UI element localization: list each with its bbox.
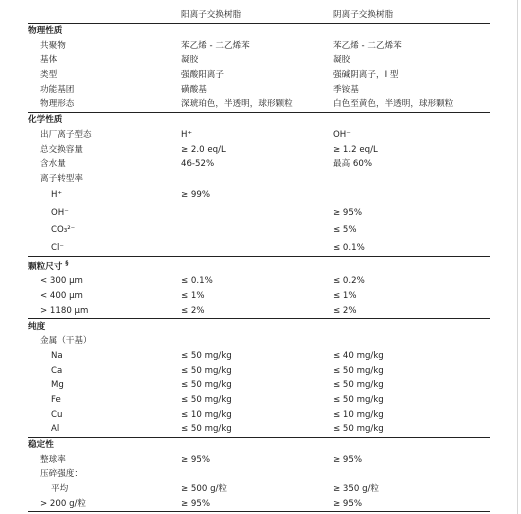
- cation-value: ≤ 1%: [181, 291, 205, 302]
- anion-value: ≥ 95%: [333, 454, 363, 465]
- cation-value: [181, 172, 333, 187]
- row-label: 平均: [51, 484, 69, 495]
- anion-value: ≤ 50 mg/kg: [333, 365, 384, 376]
- section-stability: [28, 437, 490, 452]
- table-row: [28, 363, 490, 378]
- cation-value: ≥ 95%: [181, 454, 211, 465]
- anion-value: [333, 467, 490, 482]
- row-label: 基体: [40, 55, 58, 66]
- row-label: CO₃²⁻: [51, 225, 76, 235]
- cation-value: H⁺: [181, 129, 192, 140]
- row-label: > 1180 µm: [40, 305, 89, 316]
- anion-value: ≤ 5%: [333, 225, 357, 235]
- row-label: > 200 g/粒: [28, 496, 181, 511]
- row-label: 物理形态: [40, 99, 75, 110]
- cation-value: ≤ 10 mg/kg: [181, 409, 232, 420]
- anion-value: 最高 60%: [333, 159, 373, 170]
- table-row: [28, 239, 490, 257]
- table-row: [28, 496, 490, 511]
- table-row: [28, 349, 490, 364]
- cation-value: ≤ 0.1%: [181, 276, 213, 287]
- table-row: [28, 97, 490, 112]
- section-title: 稳定性: [28, 437, 490, 452]
- anion-value: ≤ 0.1%: [333, 242, 365, 253]
- row-label: 总交换容量: [40, 144, 83, 155]
- cation-value: ≤ 50 mg/kg: [181, 394, 232, 405]
- row-label: Al: [51, 424, 60, 435]
- table-row: [28, 334, 490, 349]
- table-row: [28, 38, 490, 53]
- anion-value: [333, 186, 490, 204]
- row-label: 整球率: [40, 454, 66, 465]
- row-label: 离子转型率: [40, 173, 83, 184]
- table-row: [28, 378, 490, 393]
- cation-value: [181, 467, 333, 482]
- row-label: 功能基团: [40, 84, 75, 95]
- row-label: Cu: [51, 409, 63, 420]
- cation-value: [181, 239, 333, 257]
- table-row: [28, 128, 490, 143]
- table-row: [28, 186, 490, 204]
- table-row: [28, 482, 490, 497]
- row-label: OH⁻: [51, 207, 69, 218]
- anion-value: 强碱阴离子，I 型: [333, 70, 399, 81]
- row-label: 含水量: [40, 159, 66, 170]
- cation-value: 磺酸基: [181, 84, 207, 95]
- table-row: [28, 422, 490, 437]
- page-edge-line: [517, 0, 518, 514]
- cation-value: ≤ 50 mg/kg: [181, 424, 232, 435]
- row-label: < 400 µm: [40, 291, 83, 302]
- anion-value: ≤ 40 mg/kg: [333, 350, 384, 361]
- table-row: [28, 53, 490, 68]
- cation-value: ≥ 95%: [181, 496, 333, 511]
- anion-value: ≤ 0.2%: [333, 276, 365, 287]
- anion-value: 凝胶: [333, 55, 351, 66]
- anion-value: ≤ 2%: [333, 305, 357, 316]
- anion-value: 季铵基: [333, 84, 359, 95]
- section-title-text: 颗粒尺寸: [28, 262, 63, 273]
- table-row: [28, 82, 490, 97]
- anion-value: ≥ 95%: [333, 207, 363, 218]
- section-physical: [28, 23, 490, 38]
- anion-value: ≤ 50 mg/kg: [333, 380, 384, 391]
- anion-value: 苯乙烯 - 二乙烯苯: [333, 40, 402, 51]
- anion-value: 白色至黄色，半透明，球形颗粒: [333, 99, 454, 110]
- cation-value: ≤ 2%: [181, 305, 205, 316]
- row-label: 压碎强度：: [40, 469, 83, 480]
- resin-spec-table: [28, 8, 490, 512]
- table-row: [28, 452, 490, 467]
- table-row: [28, 393, 490, 408]
- cation-value: ≤ 50 mg/kg: [181, 365, 232, 376]
- anion-value: ≥ 95%: [333, 496, 490, 511]
- header-blank: [28, 8, 181, 23]
- row-label: Cl⁻: [51, 242, 64, 253]
- anion-value: ≥ 1.2 eq/L: [333, 144, 378, 155]
- anion-value: ≤ 50 mg/kg: [333, 394, 384, 405]
- table-row: [28, 204, 490, 222]
- cation-value: ≤ 50 mg/kg: [181, 380, 232, 391]
- table-row: [28, 221, 490, 239]
- header-anion: 阴离子交换树脂: [333, 8, 490, 23]
- table-row: [28, 172, 490, 187]
- anion-value: ≤ 50 mg/kg: [333, 424, 384, 435]
- cation-value: [181, 204, 333, 222]
- footnote-mark: §: [65, 260, 69, 268]
- cation-value: 深琥珀色，半透明，球形颗粒: [181, 99, 293, 110]
- table-row: [28, 467, 490, 482]
- table-row: [28, 157, 490, 172]
- row-label: 类型: [40, 70, 58, 81]
- cation-value: ≥ 500 g/粒: [181, 484, 228, 495]
- cation-value: 46-52%: [181, 159, 215, 170]
- cation-value: 凝胶: [181, 55, 199, 66]
- cation-value: ≤ 50 mg/kg: [181, 350, 232, 361]
- anion-value: ≥ 350 g/粒: [333, 484, 380, 495]
- anion-value: ≤ 10 mg/kg: [333, 409, 384, 420]
- anion-value: [333, 172, 490, 187]
- table-row: [28, 303, 490, 318]
- row-label: Ca: [51, 365, 63, 376]
- cation-value: 强酸阳离子: [181, 70, 224, 81]
- row-label: 出厂离子型态: [40, 129, 92, 140]
- header-cation: 阳离子交换树脂: [181, 8, 333, 23]
- row-label: < 300 µm: [40, 276, 83, 287]
- table-row: [28, 274, 490, 289]
- table-row: [28, 289, 490, 304]
- table-row: [28, 407, 490, 422]
- section-title: 物理性质: [28, 26, 63, 37]
- row-label: Fe: [51, 394, 61, 405]
- cation-value: 苯乙烯 - 二乙烯苯: [181, 40, 250, 51]
- section-title: [28, 257, 490, 274]
- section-chemical: [28, 112, 490, 127]
- row-label: 金属（干基）: [40, 336, 92, 347]
- section-particle: [28, 257, 490, 274]
- table-row: [28, 142, 490, 157]
- row-label: H⁺: [51, 190, 62, 200]
- cation-value: [181, 221, 333, 239]
- row-label: 共聚物: [40, 40, 66, 51]
- row-label: Na: [51, 350, 63, 361]
- anion-value: ≤ 1%: [333, 291, 357, 302]
- cation-value: ≥ 2.0 eq/L: [181, 144, 226, 155]
- section-title: 纯度: [28, 319, 490, 334]
- anion-value: OH⁻: [333, 129, 351, 140]
- row-label: Mg: [51, 380, 64, 391]
- section-title: 化学性质: [28, 112, 490, 127]
- header-row: [28, 8, 490, 23]
- section-purity: [28, 319, 490, 334]
- cation-value: ≥ 99%: [181, 190, 211, 200]
- table-row: [28, 68, 490, 83]
